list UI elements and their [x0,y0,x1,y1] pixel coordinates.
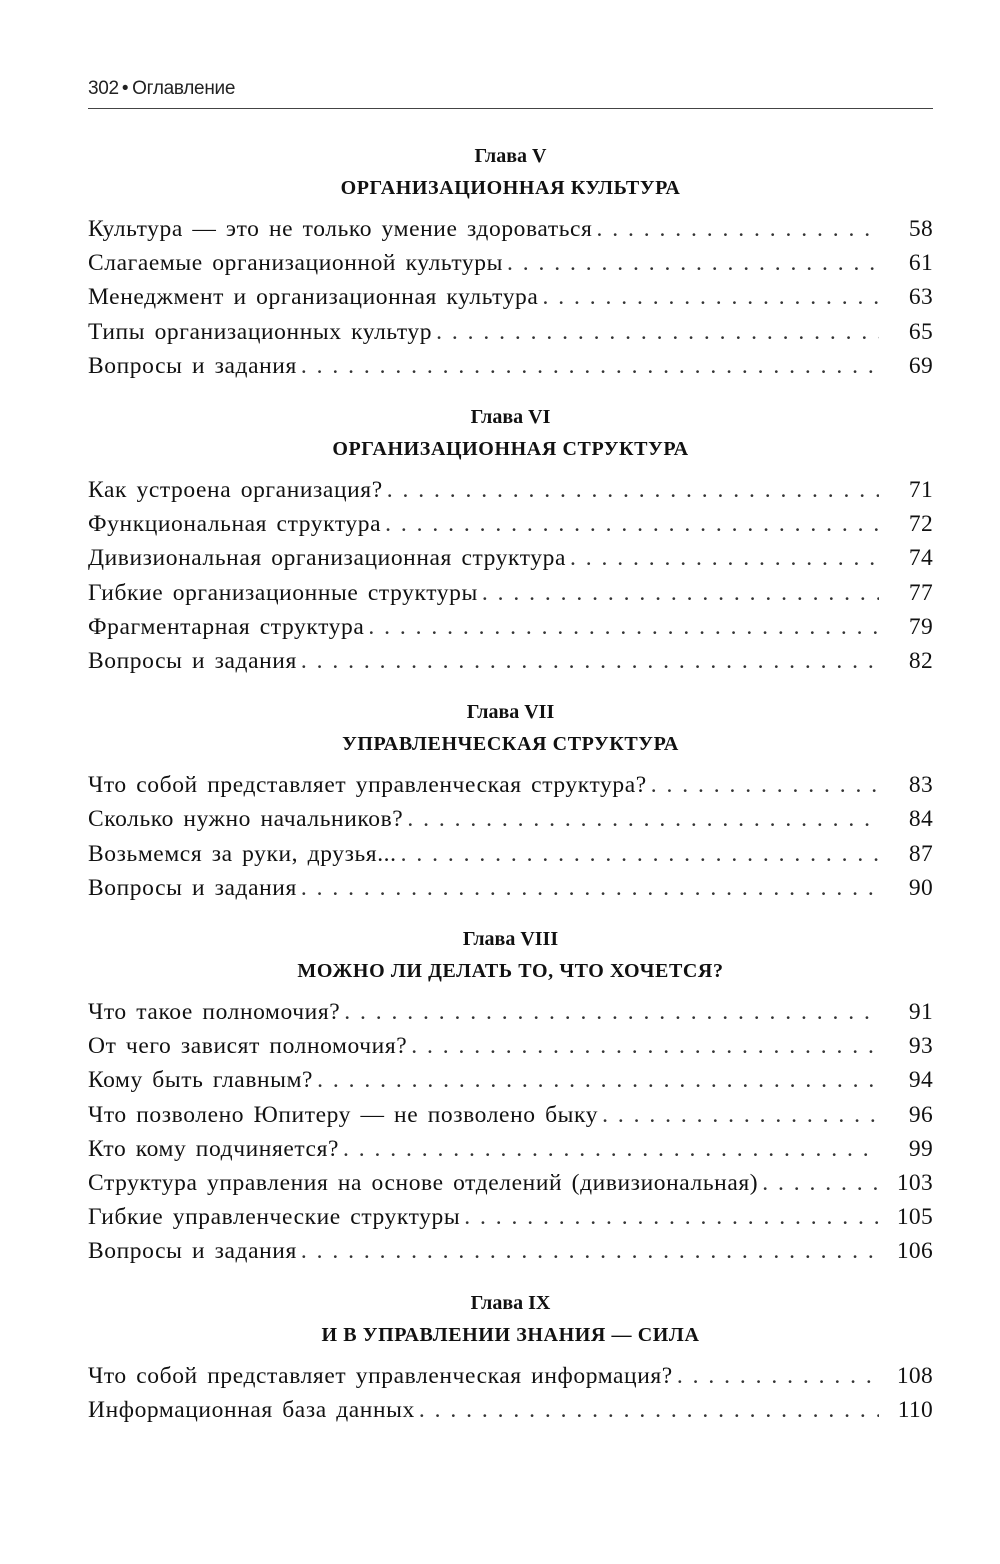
toc-entry-title: Функциональная структура [88,511,382,538]
toc-entry [88,1166,933,1200]
toc-entry-page: 63 [908,284,933,311]
toc-entry [88,1359,933,1393]
toc-entry [88,1234,933,1268]
toc-entry-title: Возьмемся за руки, друзья... [88,840,397,867]
dot-leader [478,576,879,610]
toc-entry [88,1200,933,1234]
dot-leader [407,1029,879,1063]
header-rule [88,108,933,109]
dot-leader [503,246,879,280]
table-of-contents [88,140,933,1427]
dot-leader [339,1132,879,1166]
toc-entry-title: Дивизиональная организационная структура [88,545,567,572]
toc-entry-page: 72 [908,511,933,538]
dot-leader [673,1359,879,1393]
chapter-label: Глава V [474,145,547,167]
toc-entry-page: 61 [908,250,933,277]
toc-entry-title: От чего зависят полномочия? [88,1033,408,1060]
toc-entry [88,610,933,644]
toc-entry-page: 105 [896,1204,933,1231]
toc-entry-title: Кто кому подчиняется? [88,1135,340,1162]
toc-entry [88,837,933,871]
toc-entry-title: Структура управления на основе отделений (дивизиональная) [88,1170,759,1197]
dot-leader [297,644,879,678]
dot-leader [403,802,879,836]
chapter [88,1287,933,1427]
dot-leader [598,1098,879,1132]
dot-leader [383,473,879,507]
dot-leader [381,507,879,541]
toc-entry-title: Вопросы и задания [88,352,297,379]
toc-entry-page: 94 [908,1067,933,1094]
toc-entry [88,473,933,507]
page-number: 302 [88,78,119,99]
toc-entry-title: Что такое полномочия? [88,999,341,1026]
toc-entry-title: Вопросы и задания [88,648,297,675]
dot-leader [297,349,879,383]
chapter [88,696,933,905]
chapter-title: ОРГАНИЗАЦИОННАЯ КУЛЬТУРА [340,177,681,199]
toc-entry-title: Что позволено Юпитеру — не позволено быку [88,1101,599,1128]
dot-leader [758,1166,879,1200]
bullet-separator: • [121,78,129,99]
toc-entry [88,802,933,836]
chapter [88,923,933,1269]
toc-entry [88,1029,933,1063]
toc-entry-page: 93 [908,1033,933,1060]
toc-entry-title: Фрагментарная структура [88,613,365,640]
section-name: Оглавление [132,78,236,99]
toc-entry [88,246,933,280]
toc-entry [88,349,933,383]
dot-leader [397,837,879,871]
toc-entry-page: 87 [908,840,933,867]
toc-entry-title: Слагаемые организационной культуры [88,250,503,277]
chapter-title: ОРГАНИЗАЦИОННАЯ СТРУКТУРА [332,438,689,461]
toc-entry [88,507,933,541]
toc-entry [88,1063,933,1097]
dot-leader [364,610,879,644]
toc-entry-page: 110 [897,1396,933,1423]
toc-entry-title: Гибкие организационные структуры [88,579,478,606]
toc-entry [88,644,933,678]
chapter-title: МОЖНО ЛИ ДЕЛАТЬ ТО, ЧТО ХОЧЕТСЯ? [297,960,724,983]
toc-entry-page: 65 [908,318,933,345]
toc-entry-page: 108 [896,1362,933,1389]
toc-entry-page: 82 [908,648,933,675]
dot-leader [566,541,879,575]
toc-entry [88,871,933,905]
toc-entry [88,541,933,575]
dot-leader [297,1234,879,1268]
chapter-label: Глава IX [470,1291,551,1314]
toc-entry-page: 71 [908,477,933,504]
chapter-label: Глава VI [470,406,551,429]
chapter-title: И В УПРАВЛЕНИИ ЗНАНИЯ — СИЛА [321,1323,700,1346]
toc-entry-page: 58 [908,216,933,242]
toc-entry [88,212,933,246]
toc-entry-title: Кому быть главным? [88,1067,314,1094]
dot-leader [460,1200,879,1234]
dot-leader [340,995,879,1029]
dot-leader [647,768,879,802]
toc-entry [88,280,933,314]
toc-entry [88,995,933,1029]
toc-entry-page: 96 [908,1101,933,1128]
toc-entry-title: Информационная база данных [88,1396,415,1423]
toc-entry [88,576,933,610]
chapter [88,401,933,678]
toc-entry-title: Менеджмент и организационная культура [88,284,539,311]
dot-leader [592,212,879,246]
toc-entry [88,1098,933,1132]
toc-entry-title: Вопросы и задания [88,874,297,901]
toc-entry [88,1393,933,1427]
chapter-label: Глава VIII [462,928,559,951]
toc-entry-page: 74 [908,545,933,572]
dot-leader [415,1393,879,1427]
toc-entry-title: Что собой представляет управленческая структура? [88,772,647,799]
toc-entry-page: 77 [908,579,933,606]
toc-entry-title: Типы организационных культур [88,318,433,345]
toc-entry-page: 83 [908,772,933,799]
toc-entry [88,768,933,802]
toc-entry [88,1132,933,1166]
toc-entry-page: 69 [908,352,933,379]
toc-entry-page: 79 [908,613,933,640]
chapter [88,140,933,383]
running-head [88,78,235,100]
toc-entry-page: 106 [896,1238,933,1265]
toc-entry-page: 90 [908,874,933,901]
toc-entry-title: Культура — это не только умение здороваться [88,216,593,242]
toc-entry-title: Сколько нужно начальников? [88,806,404,833]
dot-leader [538,280,879,314]
toc-entry-title: Как устроена организация? [88,477,383,504]
toc-entry-title: Гибкие управленческие структуры [88,1204,461,1231]
dot-leader [432,315,879,349]
toc-entry-title: Вопросы и задания [88,1238,297,1265]
dot-leader [297,871,879,905]
toc-entry-page: 99 [908,1135,933,1162]
chapter-label: Глава VII [466,701,555,724]
dot-leader [313,1063,879,1097]
toc-entry-page: 103 [896,1170,933,1197]
chapter-title: УПРАВЛЕНЧЕСКАЯ СТРУКТУРА [342,733,679,756]
toc-entry [88,315,933,349]
toc-entry-page: 84 [908,806,933,833]
toc-entry-page: 91 [908,999,933,1026]
toc-entry-title: Что собой представляет управленческая информация? [88,1362,673,1389]
